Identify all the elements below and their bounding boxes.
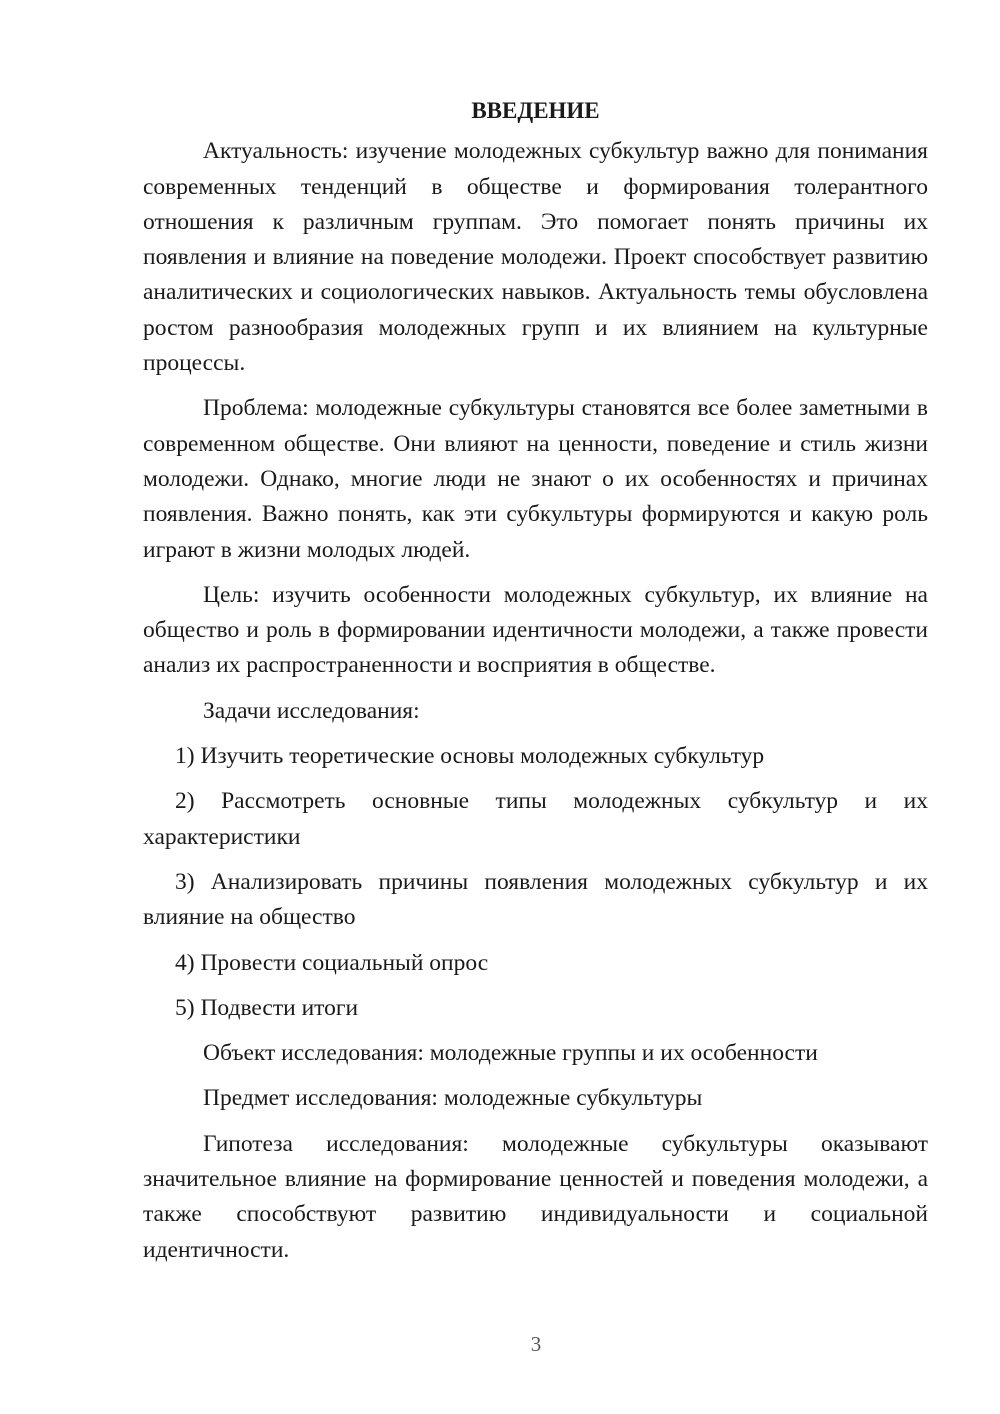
hypothesis-paragraph: Гипотеза исследования: молодежные субкультуры оказывают значительное влияние на формирование ценностей и поведения молодежи, а также способствуют развитию индивидуальности и социальной идентичности. bbox=[143, 1130, 928, 1263]
task-item: 3) Анализировать причины появления молодежных субкультур и их влияние на общество bbox=[143, 868, 928, 931]
task-item: 2) Рассмотреть основные типы молодежных субкультур и их характеристики bbox=[143, 788, 928, 850]
subject-paragraph: Предмет исследования: молодежные субкультуры bbox=[203, 1085, 703, 1112]
page-number: 3 bbox=[530, 1332, 542, 1356]
task-item: 4) Провести социальный опрос bbox=[175, 949, 489, 976]
task-item: 5) Подвести итоги bbox=[175, 994, 359, 1021]
relevance-paragraph: Актуальность: изучение молодежных субкультур важно для понимания современных тенденций в обществе и формирования толерантного отношения к различным группам. Это помогает понять причины их появления и влияние на поведение молодежи. Проект способствует развитию аналитических и социологических навыков. Актуальность темы обусловлена ростом разнообразия молодежных групп и их влиянием на культурные процессы. bbox=[143, 138, 928, 377]
page-content bbox=[143, 93, 928, 1278]
object-paragraph: Объект исследования: молодежные группы и их особенности bbox=[203, 1040, 818, 1067]
problem-paragraph: Проблема: молодежные субкультуры становятся все более заметными в современном обществе. Они влияют на ценности, поведение и стиль жизни молодежи. Однако, многие люди не знают о их особенностях и причинах появления. Важно понять, как эти субкультуры формируются и какую роль играют в жизни молодых людей. bbox=[143, 395, 928, 563]
page-title: ВВЕДЕНИЕ bbox=[471, 98, 600, 123]
tasks-heading: Задачи исследования: bbox=[203, 697, 420, 724]
goal-paragraph: Цель: изучить особенности молодежных субкультур, их влияние на общество и роль в формировании идентичности молодежи, а также провести анализ их распространенности и восприятия в обществе. bbox=[143, 581, 928, 679]
task-item: 1) Изучить теоретические основы молодежных субкультур bbox=[175, 743, 765, 770]
